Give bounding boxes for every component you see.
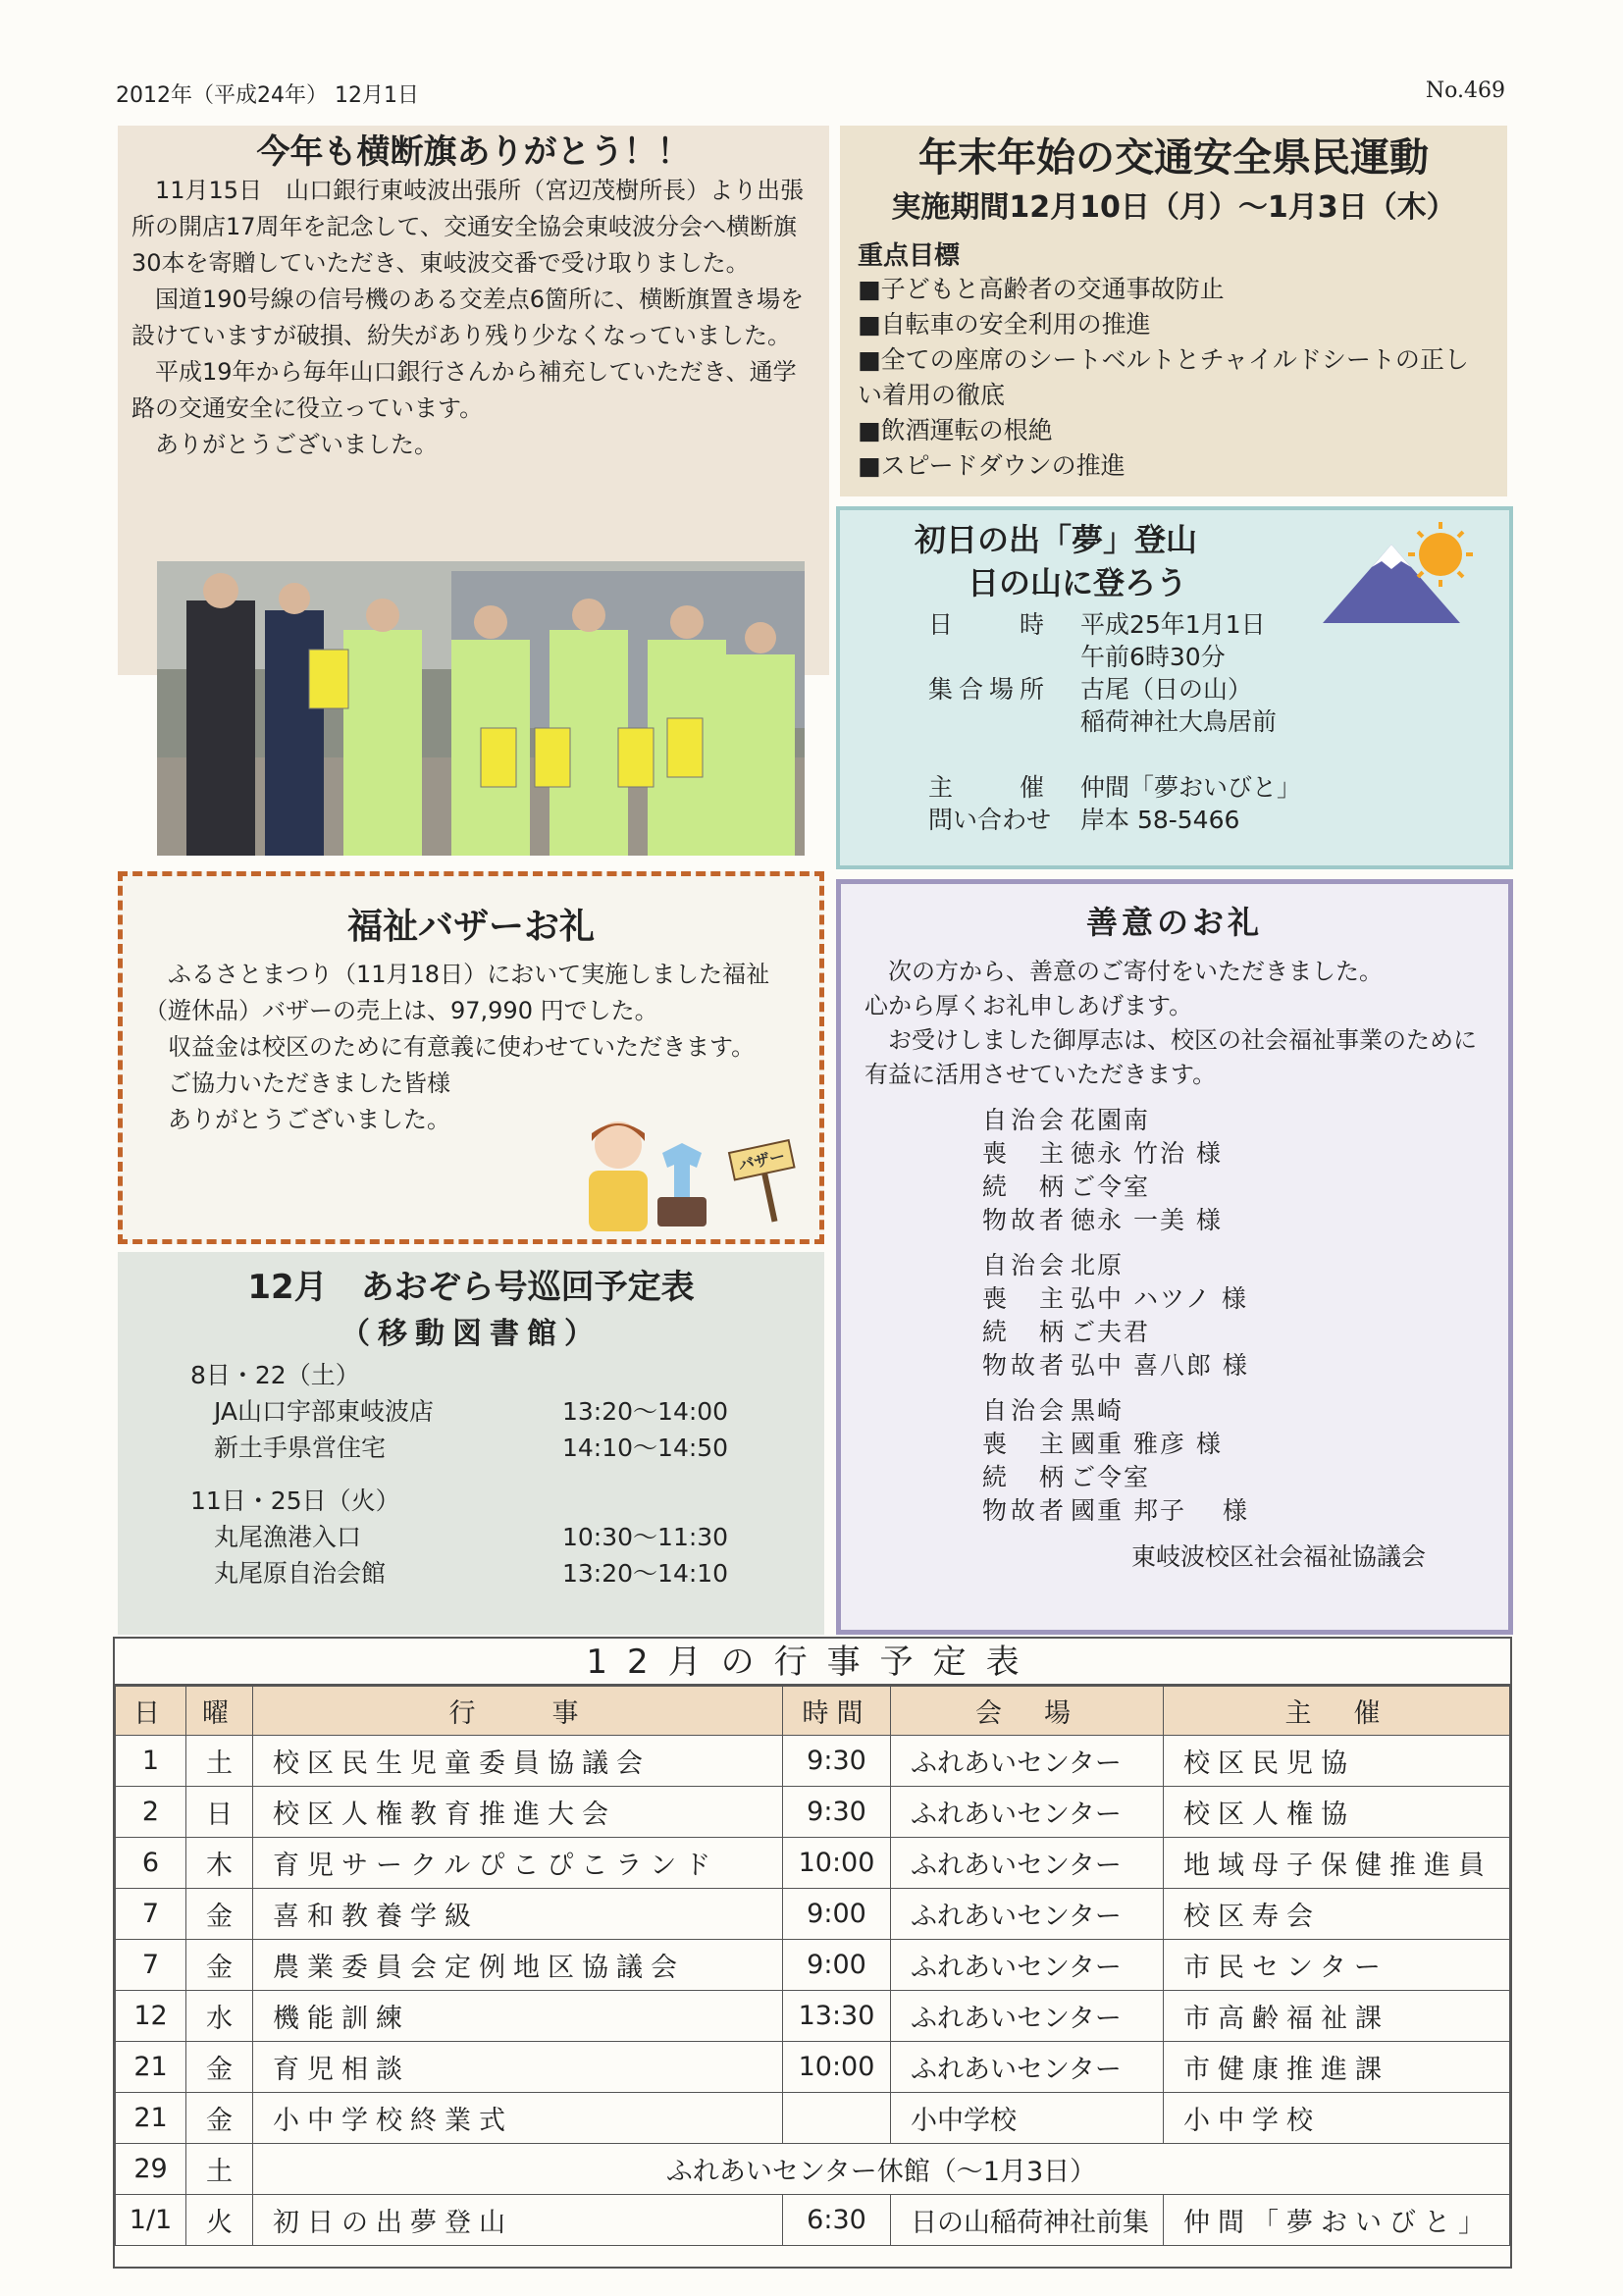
donation-title: 善意のお礼 <box>1085 904 1263 941</box>
bazaar-thanks <box>118 871 824 1244</box>
entry-label: 喪 主 <box>982 1284 1069 1313</box>
day-cell: 12 <box>116 1991 186 2042</box>
goal-item: ■子どもと高齢者の交通事故防止 <box>858 275 1225 303</box>
venue-cell: ふれあいセンター <box>891 1787 1164 1838</box>
entry-label: 物故者 <box>982 1496 1069 1525</box>
bazaar-illustration <box>564 1114 800 1231</box>
schedule-row <box>141 1430 801 1466</box>
venue-cell: 日の山稲荷神社前集 <box>891 2195 1164 2246</box>
bazaar-paragraph: 収益金は校区のために有意義に使わせていただきます。 <box>168 1033 756 1061</box>
weekday-cell: 金 <box>186 2093 253 2144</box>
day-cell: 29 <box>116 2144 186 2195</box>
entry-label: 続 柄 <box>982 1463 1069 1491</box>
donation-entry <box>864 1249 1485 1383</box>
weekday-cell: 土 <box>186 1736 253 1787</box>
issue-number: No.469 <box>1425 78 1505 103</box>
organizer-cell: 市健康推進課 <box>1164 2042 1510 2093</box>
event-cell: 育児相談 <box>253 2042 783 2093</box>
bazaar-sign-text: バザー <box>736 1146 787 1175</box>
event-cell: 喜和教養学級 <box>253 1889 783 1940</box>
schedule-dates: 11日・25日（火） <box>190 1487 400 1515</box>
mountain-sun-icon <box>1313 520 1480 628</box>
weekday-cell: 金 <box>186 1889 253 1940</box>
handover-photo <box>157 561 805 856</box>
stop-place: 新土手県営住宅 <box>214 1434 387 1462</box>
entry-value: ご夫君 <box>1071 1318 1151 1346</box>
stop-time: 13:20～14:00 <box>562 1397 729 1426</box>
donation-text: 次の方から、善意のご寄付をいただきました。 <box>888 958 1383 985</box>
organizer-cell: 小中学校 <box>1164 2093 1510 2144</box>
column-header: 行 事 <box>253 1687 783 1736</box>
day-cell: 2 <box>116 1787 186 1838</box>
goal-item: ■スピードダウンの推進 <box>858 451 1126 480</box>
priority-goals-heading: 重点目標 <box>858 241 961 271</box>
entry-label: 物故者 <box>982 1351 1069 1380</box>
time-cell: 13:30 <box>783 1991 891 2042</box>
day-cell: 7 <box>116 1889 186 1940</box>
stop-time: 10:30～11:30 <box>562 1523 729 1551</box>
time-cell: 10:00 <box>783 1838 891 1889</box>
bazaar-paragraph: ありがとうございました。 <box>168 1106 450 1133</box>
entry-label: 物故者 <box>982 1206 1069 1234</box>
bazaar-title: 福祉バザーお礼 <box>346 907 595 947</box>
donation-message <box>864 955 1485 1092</box>
event-cell: 校区民生児童委員協議会 <box>253 1736 783 1787</box>
event-table <box>115 1686 1510 2246</box>
stop-place: 丸尾漁港入口 <box>214 1523 362 1551</box>
time-cell: 9:00 <box>783 1889 891 1940</box>
event-schedule-title: 12月の行事予定表 <box>115 1639 1510 1686</box>
time-cell: 9:00 <box>783 1940 891 1991</box>
event-cell: 小中学校終業式 <box>253 2093 783 2144</box>
info-value: 平成25年1月1日 <box>1080 610 1266 639</box>
info-value: 仲間「夢おいびと」 <box>1080 773 1302 802</box>
organizer-cell: 市高齢福祉課 <box>1164 1991 1510 2042</box>
info-label: 問い合わせ <box>928 806 1052 834</box>
table-row <box>116 2195 1510 2246</box>
time-cell: 6:30 <box>783 2195 891 2246</box>
donation-entry <box>864 1394 1485 1528</box>
organizer-cell: 校区寿会 <box>1164 1889 1510 1940</box>
day-cell: 21 <box>116 2042 186 2093</box>
info-row <box>860 705 1490 738</box>
event-cell: 農業委員会定例地区協議会 <box>253 1940 783 1991</box>
weekday-cell: 金 <box>186 2042 253 2093</box>
climb-subtitle: 日の山に登ろう <box>968 564 1188 601</box>
venue-cell: ふれあいセンター <box>891 1889 1164 1940</box>
weekday-cell: 土 <box>186 2144 253 2195</box>
weekday-cell: 水 <box>186 1991 253 2042</box>
entry-label: 喪 主 <box>982 1430 1069 1458</box>
entry-value: 徳永 一美 様 <box>1071 1206 1223 1234</box>
table-row <box>116 1940 1510 1991</box>
entry-value: 弘中 ハツノ 様 <box>1071 1284 1248 1313</box>
column-header: 時間 <box>783 1687 891 1736</box>
entry-value: 弘中 喜八郎 様 <box>1071 1351 1249 1380</box>
stop-time: 14:10～14:50 <box>562 1434 729 1462</box>
traffic-safety-campaign <box>840 126 1507 496</box>
schedule-row <box>141 1555 801 1592</box>
bookmobile-title: 12月 あおぞら号巡回予定表 <box>247 1268 695 1307</box>
entry-value: 北原 <box>1071 1251 1125 1279</box>
info-label: 主 催 <box>928 773 1051 802</box>
organizer-cell: 校区民児協 <box>1164 1736 1510 1787</box>
priority-goals-list <box>858 272 1490 484</box>
day-cell: 21 <box>116 2093 186 2144</box>
day-cell: 1 <box>116 1736 186 1787</box>
organizer-cell: 地域母子保健推進員 <box>1164 1838 1510 1889</box>
climb-info <box>860 608 1490 836</box>
bazaar-body <box>144 957 812 1138</box>
time-cell: 9:30 <box>783 1787 891 1838</box>
banner-body <box>131 173 815 463</box>
table-row <box>116 1991 1510 2042</box>
traffic-title: 年末年始の交通安全県民運動 <box>918 135 1429 181</box>
venue-cell: 小中学校 <box>891 2093 1164 2144</box>
entry-value: 黒崎 <box>1071 1396 1125 1425</box>
entry-label: 続 柄 <box>982 1318 1069 1346</box>
entry-value: 徳永 竹治 様 <box>1071 1139 1223 1168</box>
venue-cell: ふれあいセンター <box>891 1940 1164 1991</box>
issue-date: 2012年（平成24年） 12月1日 <box>116 83 419 108</box>
entry-value: 國重 邦子 様 <box>1071 1496 1249 1525</box>
donation-text: お受けしました御厚志は、校区の社会福祉事業のために有益に活用させていただきます。 <box>864 1026 1477 1088</box>
table-row <box>116 1889 1510 1940</box>
info-row <box>860 641 1490 673</box>
entry-value: ご令室 <box>1071 1463 1151 1491</box>
event-cell: 機能訓練 <box>253 1991 783 2042</box>
info-value: 古尾（日の山） <box>1080 675 1253 704</box>
banner-paragraph: 11月15日 山口銀行東岐波出張所（宮辺茂樹所長）より出張所の開店17周年を記念して、交通安全協会東岐波分会へ横断旗30本を寄贈していただき、東岐波交番で受け取りました。 <box>131 177 805 277</box>
event-cell: ふれあいセンター休館（～1月3日） <box>253 2144 1510 2195</box>
organizer-cell: 市民センター <box>1164 1940 1510 1991</box>
table-header-row <box>116 1687 1510 1736</box>
entry-label: 自治会 <box>982 1251 1069 1279</box>
info-value: 岸本 58-5466 <box>1080 806 1240 834</box>
bazaar-paragraph: ふるさとまつり（11月18日）において実施しました福祉（遊休品）バザーの売上は、97,990 円でした。 <box>144 961 770 1024</box>
stop-place: 丸尾原自治会館 <box>214 1559 387 1588</box>
donation-entry <box>864 1104 1485 1237</box>
column-header: 主 催 <box>1164 1687 1510 1736</box>
event-cell: 初日の出夢登山 <box>253 2195 783 2246</box>
entry-label: 喪 主 <box>982 1139 1069 1168</box>
info-row <box>860 673 1490 705</box>
table-row <box>116 1787 1510 1838</box>
info-label: 日 時 <box>928 610 1051 639</box>
goal-item: ■全ての座席のシートベルトとチャイルドシートの正しい着用の徹底 <box>858 345 1469 409</box>
entry-label: 自治会 <box>982 1396 1069 1425</box>
climb-title: 初日の出「夢」登山 <box>915 521 1198 558</box>
table-row <box>116 1838 1510 1889</box>
banner-paragraph: ありがとうございました。 <box>155 431 438 458</box>
goal-item: ■飲酒運転の根絶 <box>858 416 1053 444</box>
info-row <box>860 771 1490 804</box>
time-cell: 10:00 <box>783 2042 891 2093</box>
donation-text: 心から厚くお礼申しあげます。 <box>864 992 1193 1019</box>
event-schedule <box>113 1637 1512 2269</box>
organizer-cell: 校区人権協 <box>1164 1787 1510 1838</box>
banner-paragraph: 平成19年から毎年山口銀行さんから補充していただき、通学路の交通安全に役立っています。 <box>131 358 797 422</box>
venue-cell: ふれあいセンター <box>891 1838 1164 1889</box>
donation-organization: 東岐波校区社会福祉協議会 <box>1131 1542 1427 1571</box>
schedule-dates: 8日・22（土） <box>190 1361 360 1389</box>
time-cell <box>783 2093 891 2144</box>
info-value: 午前6時30分 <box>1080 643 1226 671</box>
entry-label: 続 柄 <box>982 1173 1069 1201</box>
venue-cell: ふれあいセンター <box>891 2042 1164 2093</box>
table-row <box>116 1736 1510 1787</box>
column-header: 会 場 <box>891 1687 1164 1736</box>
table-row <box>116 2042 1510 2093</box>
stop-time: 13:20～14:10 <box>562 1559 729 1588</box>
schedule-row <box>141 1393 801 1430</box>
new-year-climb-notice <box>836 506 1513 869</box>
campaign-period: 実施期間12月10日（月）～1月3日（木） <box>891 190 1456 225</box>
table-row <box>116 2144 1510 2195</box>
venue-cell: ふれあいセンター <box>891 1991 1164 2042</box>
event-cell: 育児サークルぴこぴこランド <box>253 1838 783 1889</box>
entry-value: 國重 雅彦 様 <box>1071 1430 1223 1458</box>
entry-label: 自治会 <box>982 1106 1069 1134</box>
bookmobile-schedule <box>118 1252 824 1635</box>
weekday-cell: 火 <box>186 2195 253 2246</box>
info-value: 稲荷神社大鳥居前 <box>1080 707 1278 736</box>
day-cell: 1/1 <box>116 2195 186 2246</box>
entry-value: 花園南 <box>1071 1106 1151 1134</box>
banner-title: 今年も横断旗ありがとう！！ <box>256 132 691 172</box>
day-cell: 6 <box>116 1838 186 1889</box>
day-cell: 7 <box>116 1940 186 1991</box>
info-row <box>860 804 1490 836</box>
event-cell: 校区人権教育推進大会 <box>253 1787 783 1838</box>
weekday-cell: 日 <box>186 1787 253 1838</box>
schedule-row <box>141 1519 801 1555</box>
goal-item: ■自転車の安全利用の推進 <box>858 310 1151 339</box>
entry-value: ご令室 <box>1071 1173 1151 1201</box>
info-label: 集合場所 <box>928 675 1051 704</box>
bookmobile-subtitle: （移動図書館） <box>340 1317 602 1351</box>
venue-cell: ふれあいセンター <box>891 1736 1164 1787</box>
time-cell: 9:30 <box>783 1736 891 1787</box>
weekday-cell: 金 <box>186 1940 253 1991</box>
column-header: 日 <box>116 1687 186 1736</box>
bazaar-paragraph: ご協力いただきました皆様 <box>168 1070 450 1097</box>
stop-place: JA山口宇部東岐波店 <box>214 1397 435 1426</box>
weekday-cell: 木 <box>186 1838 253 1889</box>
donation-thanks <box>836 879 1513 1635</box>
table-row <box>116 2093 1510 2144</box>
banner-paragraph: 国道190号線の信号機のある交差点6箇所に、横断旗置き場を設けていますが破損、紛失があり残り少なくなっていました。 <box>131 286 805 349</box>
column-header: 曜 <box>186 1687 253 1736</box>
organizer-cell: 仲間「夢おいびと」 <box>1164 2195 1510 2246</box>
